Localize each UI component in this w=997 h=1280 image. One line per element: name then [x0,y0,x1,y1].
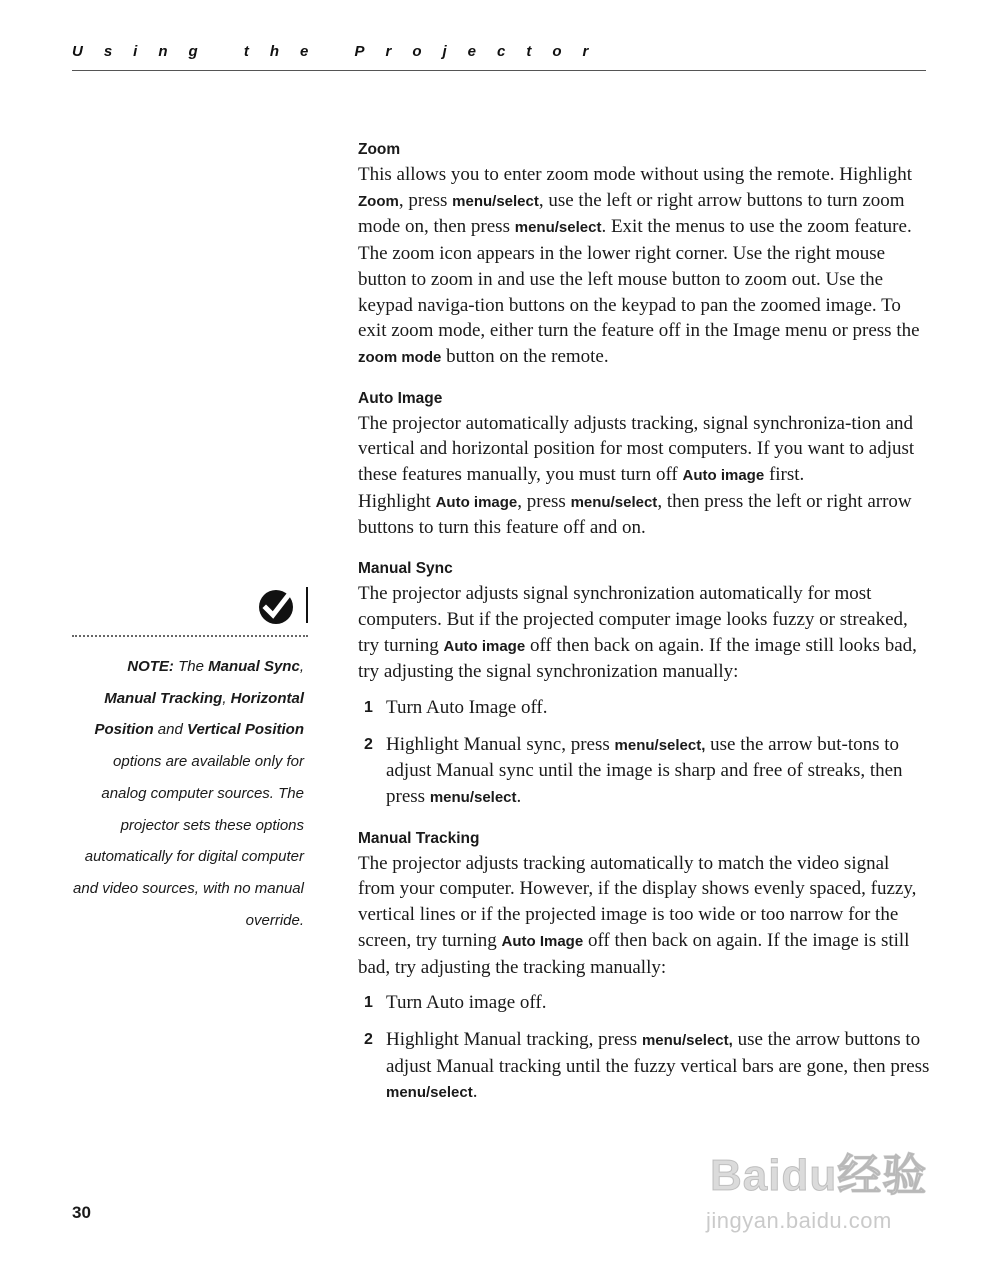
note-term: Vertical Position [187,721,304,739]
section-manual-tracking [358,827,930,1106]
note-divider-bar [306,587,308,623]
steps-list [358,990,930,1106]
text-run: , [299,658,304,675]
text-run: Highlight Manual tracking, press [386,1028,642,1050]
watermark-logo-text: Baidu经验 [710,1151,928,1200]
steps-list [358,695,930,811]
section-heading: Manual Sync [358,560,453,578]
note-term: Manual Sync [208,658,300,675]
text-run: and [153,721,188,739]
step-number: 1 [364,994,373,1012]
main-column [358,136,930,1122]
text-run: button on the remote. [441,345,609,367]
dotted-rule [72,635,308,637]
list-item [358,990,930,1016]
step-number: 2 [364,735,373,753]
text-run: , then press the left or right arrow buttons to turn this feature off and on. [358,490,912,539]
step-number: 1 [364,698,373,716]
ui-term: Auto image [443,637,526,655]
text-run: first. [764,464,805,486]
ui-term: zoom mode [358,348,442,366]
ui-term: Auto image [682,467,765,485]
text-run: , [222,689,231,707]
header-title: Using the Projector [72,43,610,60]
text-run: , press [398,189,453,211]
ui-term: menu/select, [641,1031,733,1049]
section-paragraph [358,581,930,685]
section-paragraph [358,489,930,541]
section-paragraph [358,851,930,981]
section-manual-sync [358,557,930,811]
text-run: use the arrow but-tons to adjust Manual sync until the image is sharp and free of streaks, then press [386,733,903,808]
ui-term: Auto Image [501,932,584,950]
text-run: . [472,1081,478,1103]
section-heading: Zoom [358,141,401,158]
margin-note [72,585,308,936]
ui-term: Auto image [435,493,518,511]
ui-term: menu/select, [614,736,706,754]
note-label: NOTE: [127,658,174,675]
note-text [72,651,304,936]
text-run: The projector adjusts tracking automatically to match the video signal from your computer. However, if the display shows evenly spaced, fuzzy, vertical lines or if the projected image is too wide or too narrow for the screen, try turning [358,852,917,951]
text-run: The projector automatically adjusts tracking, signal synchroniza-tion and vertical and horizontal position for most computers. If you want to adjust these features manually, you must turn off [358,412,915,486]
text-run: Turn Auto image off. [386,992,547,1014]
list-item [358,695,930,721]
list-item [358,1027,930,1106]
text-run: options are available only for analog computer sources. The projector sets these options automatically for digital computer and video sources, with no manual override. [73,753,304,929]
text-run: . Exit the menus to use the zoom feature. The zoom icon appears in the lower right corner. Use the right mouse button to zoom in and use the left mouse button to zoom out. Use the keypad naviga-tion buttons on the keypad to pan the zoomed image. To exit zoom mode, either turn the feature off in the Image menu or press the [358,216,920,342]
section-paragraph [358,162,930,371]
watermark-url: jingyan.baidu.com [706,1208,892,1233]
text-run: . [516,786,522,808]
text-run: The [173,658,209,675]
note-icon-row [72,585,308,627]
list-item [358,732,930,811]
ui-term: Zoom [358,192,399,210]
text-run: Turn Auto Image off. [386,696,548,718]
note-check-icon [258,589,294,625]
text-run: use the arrow buttons to adjust Manual tracking until the fuzzy vertical bars are gone, then press [386,1028,930,1077]
text-run: off then back on again. If the image still looks bad, try adjusting the signal synchronization manually: [358,634,917,683]
running-header [72,42,926,71]
watermark [700,1148,950,1248]
text-run: , use the left or right arrow buttons to turn zoom mode on, then press [358,189,905,238]
ui-term: menu/select [514,219,602,237]
ui-term: menu/select [386,1084,473,1102]
section-heading: Manual Tracking [358,829,480,847]
note-term: Manual Tracking [104,689,223,707]
ui-term: menu/select [452,192,539,210]
page-number: 30 [72,1203,91,1222]
text-run: This allows you to enter zoom mode without using the remote. Highlight [358,164,913,185]
section-heading: Auto Image [358,389,443,407]
text-run: , press [517,490,571,512]
section-zoom [358,138,930,371]
step-number: 2 [364,1030,373,1048]
note-term: Horizontal Position [94,689,304,739]
ui-term: menu/select [429,789,517,807]
section-auto-image [358,387,930,542]
text-run: Highlight [358,490,436,512]
text-run: Highlight Manual sync, press [386,733,615,755]
text-run: off then back on again. If the image is still bad, try adjusting the tracking manually: [358,929,910,978]
ui-term: menu/select [570,493,658,511]
section-paragraph [358,411,930,489]
text-run: The projector adjusts signal synchronization automatically for most computers. But if the projected computer image looks fuzzy or streaked, try turning [358,583,908,656]
